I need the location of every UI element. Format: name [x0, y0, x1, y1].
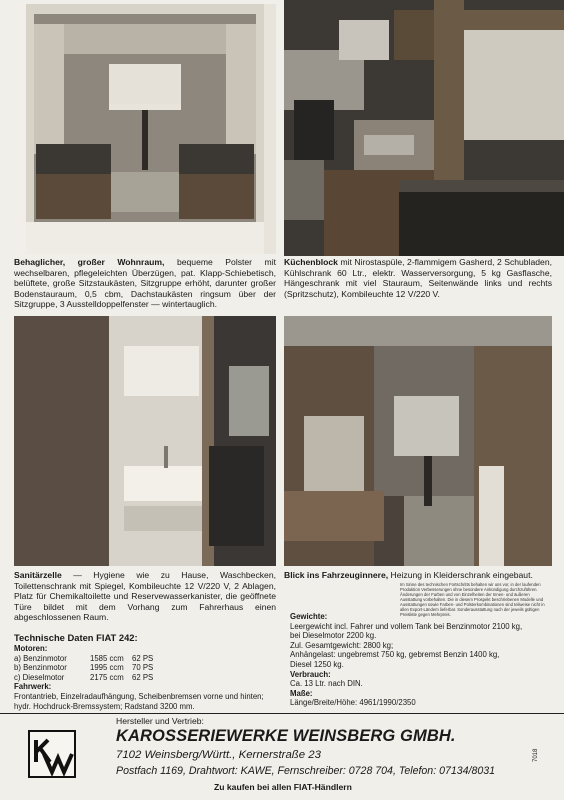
- motor-row: [14, 663, 280, 673]
- caption-wohnraum-text: bequeme Polster mit wechselbaren, pflegeleichten Überzügen, pat. Klapp-Schiebetisch, belüftete, große Sitzstaukästen, Sitzgruppe erhöht, darunter großer Bodenstauraum, 0,5 cbm, Dachstaukästen ringsum über der Sitzgruppe, 3 Ausstelldoppelfenster — wintertauglich.: [14, 257, 277, 310]
- caption-kuechenblock-title: Küchenblock: [284, 257, 338, 267]
- photo-sanitaerzelle: [14, 316, 276, 566]
- spec-right-column: [290, 612, 552, 708]
- motor-ps: 62 PS: [132, 653, 154, 663]
- anhaengelast-line: Anhängelast: ungebremst 750 kg, gebremst Benzin 1400 kg,: [290, 650, 500, 660]
- motor-ccm: 1995 ccm: [90, 663, 124, 673]
- caption-kuechenblock-text: mit Nirostaspüle, 2-flammigem Gasherd, 2 Schubladen, Kühlschrank 60 Ltr., elektr. Wasserversorgung, 5 kg Gasflasche, Hängeschrank mit viel Stauraum, Seitenwände links und rechts (Spritzschutz), Kombileuchte 12 V/220 V.: [284, 257, 552, 299]
- caption-fahrzeuginnere-text: Heizung in Kleiderschrank eingebaut.: [388, 570, 533, 580]
- caption-kuechenblock: [284, 257, 552, 299]
- dealer-note: Zu kaufen bei allen FIAT-Händlern: [214, 782, 352, 792]
- motor-ps: 62 PS: [132, 672, 154, 682]
- caption-fahrzeuginnere: [284, 570, 552, 581]
- footer-divider: [0, 713, 564, 714]
- gewichte-label: Gewichte:: [290, 612, 328, 621]
- masse-text: Länge/Breite/Höhe: 4961/1990/2350: [290, 698, 416, 708]
- motor-name: a) Benzinmotor: [14, 653, 67, 663]
- photo-wohnraum: [14, 4, 276, 254]
- fahrwerk-text: Frontantrieb, Einzelradaufhängung, Scheibenbremsen vorne und hinten; hydr. Hochdruck-Bremssystem; Radstand 3200 mm.: [14, 691, 264, 711]
- company-name: KAROSSERIEWERKE WEINSBERG GMBH.: [116, 727, 456, 745]
- photo-fahrzeuginnere: [284, 316, 552, 566]
- tech-data-title: Technische Daten FIAT 242:: [14, 632, 138, 643]
- company-contact: Postfach 1169, Drahtwort: KAWE, Fernschreiber: 0728 704, Telefon: 07134/8031: [116, 765, 496, 777]
- gewichte-line: Leergewicht incl. Fahrer und vollem Tank bei Benzinmotor 2100 kg,: [290, 621, 523, 631]
- motor-ccm: 2175 ccm: [90, 672, 124, 682]
- motor-ps: 70 PS: [132, 663, 154, 673]
- caption-fahrzeuginnere-title: Blick ins Fahrzeuginnere,: [284, 570, 389, 580]
- company-address: 7102 Weinsberg/Württ., Kernerstraße 23: [116, 749, 321, 761]
- verbrauch-label: Verbrauch:: [290, 669, 331, 679]
- caption-sanitaerzelle: [14, 570, 276, 623]
- motor-name: b) Benzinmotor: [14, 663, 67, 673]
- motor-row: [14, 673, 280, 683]
- verbrauch-text: Ca. 13 Ltr. nach DIN.: [290, 679, 363, 689]
- caption-wohnraum: [14, 257, 276, 310]
- gewichte-line: bei Dieselmotor 2200 kg.: [290, 631, 377, 641]
- gewichte-line: Zul. Gesamtgewicht: 2800 kg;: [290, 640, 394, 650]
- fineprint-disclaimer: Im Sinne des technischen Fortschritts behalten wir uns vor, in der laufenden Produktion Verbesserungen ohne besondere Ankündigung durchzuführen. Änderungen der Farben und von Einzelheiten der Innen- und äußeren Ausstattung vorbehalten. Die in diesem Prospekt beschriebenen Modelle und Ausstattungen sowie Farben- und Polsterkombinationen sind teilweise nicht in allen Export-Ländern lieferbar. Sonderausstattung nach der jeweils gültigen Preisliste gegen Mehrpreis.: [400, 582, 545, 617]
- motoren-label: Motoren:: [14, 644, 48, 653]
- kawe-logo: [28, 730, 76, 778]
- motor-name: c) Dieselmotor: [14, 672, 65, 682]
- photo-kuechenblock: [284, 0, 564, 256]
- fahrwerk-label: Fahrwerk:: [14, 682, 52, 692]
- caption-sanitaerzelle-title: Sanitärzelle: [14, 570, 62, 580]
- masse-label: Maße:: [290, 688, 313, 698]
- motor-ccm: 1585 ccm: [90, 653, 124, 663]
- motor-row: [14, 654, 280, 664]
- anhaengelast-line: Diesel 1250 kg.: [290, 659, 344, 669]
- caption-wohnraum-title: Behaglicher, großer Wohnraum,: [14, 257, 165, 267]
- caption-sanitaerzelle-text: — Hygiene wie zu Hause, Waschbecken, Toilettenschrank mit Spiegel, Kombileuchte 12 V/220 V, 2 Ablagen, Platz für Chemikaltoilette und Reservewasserkanister, die geöffnete Türe bildet mit dem Vorhang zum Fahrerhaus einen abgeschlossenen Raum.: [14, 570, 276, 623]
- spec-left-column: [14, 644, 280, 711]
- hersteller-label: Hersteller und Vertrieb:: [116, 716, 204, 726]
- print-code: 7018: [533, 748, 539, 762]
